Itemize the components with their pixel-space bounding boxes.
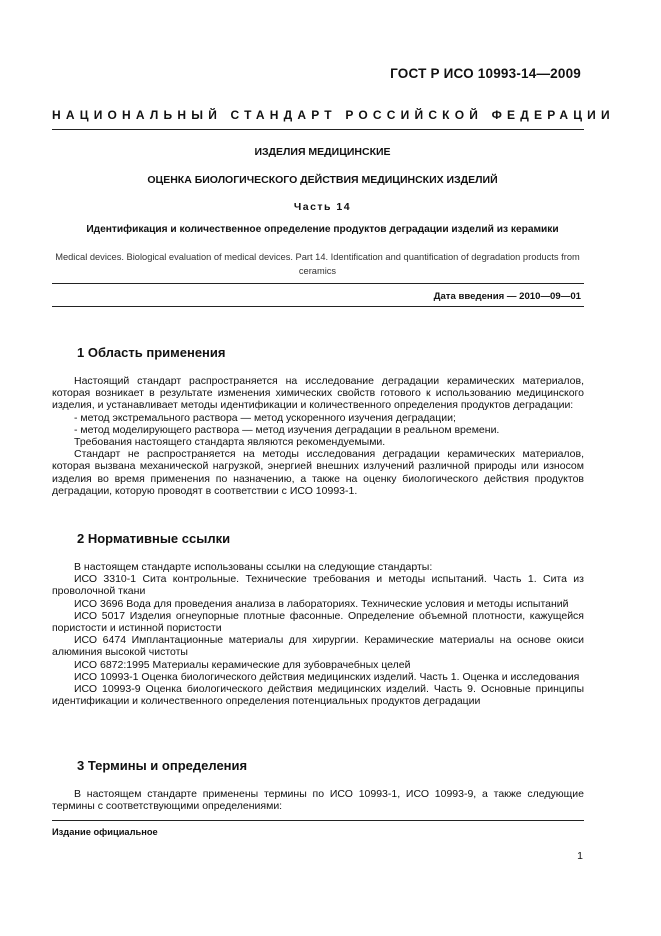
english-title: Medical devices. Biological evaluation of medical devices. Part 14. Identification and quantification of degradation products from ceramics: [55, 252, 580, 276]
paragraph: Настоящий стандарт распространяется на исследование деградации керамических материалов, которая возникает в результате изменения химических свойств готового к использованию медицинского изделия, и устанавливает методы идентификации и количественного определения продуктов деградации:: [52, 375, 584, 412]
reference-item: ИСО 3696 Вода для проведения анализа в лабораториях. Технические условия и методы испытаний: [74, 597, 569, 610]
paragraph: Требования настоящего стандарта являются рекомендуемыми.: [74, 436, 386, 449]
paragraph: - метод экстремального раствора — метод ускоренного изучения деградации;: [74, 411, 456, 424]
paragraph: Стандарт не распространяется на методы исследования деградации керамических материалов, которая вызвана механической нагрузкой, энергией внешних излучений различной природы или износом изделия во время применения по назначению, а также на оценку биологического действия продуктов деградации, которую проводят в соответствии с ИСО 10993-1.: [52, 448, 584, 497]
national-standard-banner: НАЦИОНАЛЬНЫЙ СТАНДАРТ РОССИЙСКОЙ ФЕДЕРАЦИИ: [52, 108, 615, 122]
reference-item: ИСО 6872:1995 Материалы керамические для зубоврачебных целей: [74, 658, 411, 671]
paragraph: В настоящем стандарте применены термины по ИСО 10993-1, ИСО 10993-9, а также следующие термины с соответствующими определениями:: [52, 788, 584, 813]
title-divider: [52, 283, 584, 284]
page-number: 1: [577, 850, 583, 862]
reference-item: ИСО 5017 Изделия огнеупорные плотные фасонные. Определение объемной плотности, кажущейся пористости и истинной пористости: [52, 609, 584, 635]
reference-item: ИСО 3310-1 Сита контрольные. Технические требования и методы испытаний. Часть 1. Сита из проволочной ткани: [52, 573, 584, 598]
part-number: Часть 14: [293, 201, 352, 213]
section-3-heading: 3 Термины и определения: [77, 758, 248, 773]
title-line-2: ОЦЕНКА БИОЛОГИЧЕСКОГО ДЕЙСТВИЯ МЕДИЦИНСКИХ ИЗДЕЛИЙ: [147, 174, 498, 186]
section-3-body: [52, 788, 584, 812]
section-1-body: [52, 375, 584, 497]
edition-note: Издание официальное: [52, 827, 158, 837]
document-subtitle: Идентификация и количественное определение продуктов деградации изделий из керамики: [86, 224, 559, 235]
section-1-heading: 1 Область применения: [77, 345, 226, 360]
reference-item: ИСО 6474 Имплантационные материалы для хирургии. Керамические материалы на основе окиси алюминия высокой чистоты: [52, 634, 584, 659]
paragraph: В настоящем стандарте использованы ссылки на следующие стандарты:: [74, 561, 433, 573]
standard-designation: ГОСТ Р ИСО 10993-14—2009: [390, 66, 581, 81]
header-divider: [52, 129, 584, 130]
section-2-heading: 2 Нормативные ссылки: [77, 531, 231, 546]
title-line-1: ИЗДЕЛИЯ МЕДИЦИНСКИЕ: [254, 146, 391, 158]
date-divider: [52, 306, 584, 307]
paragraph: - метод моделирующего раствора — метод изучения деградации в реальном времени.: [74, 423, 500, 436]
section-2-body: [52, 561, 584, 707]
footer-divider: [52, 820, 584, 821]
reference-item: ИСО 10993-9 Оценка биологического действия медицинских изделий. Часть 9. Основные принципы идентификации и количественного определения потенциальных продуктов деградации: [52, 683, 584, 708]
reference-item: ИСО 10993-1 Оценка биологического действия медицинских изделий. Часть 1. Оценка и исследования: [74, 670, 580, 683]
effective-date: Дата введения — 2010—09—01: [433, 291, 581, 302]
